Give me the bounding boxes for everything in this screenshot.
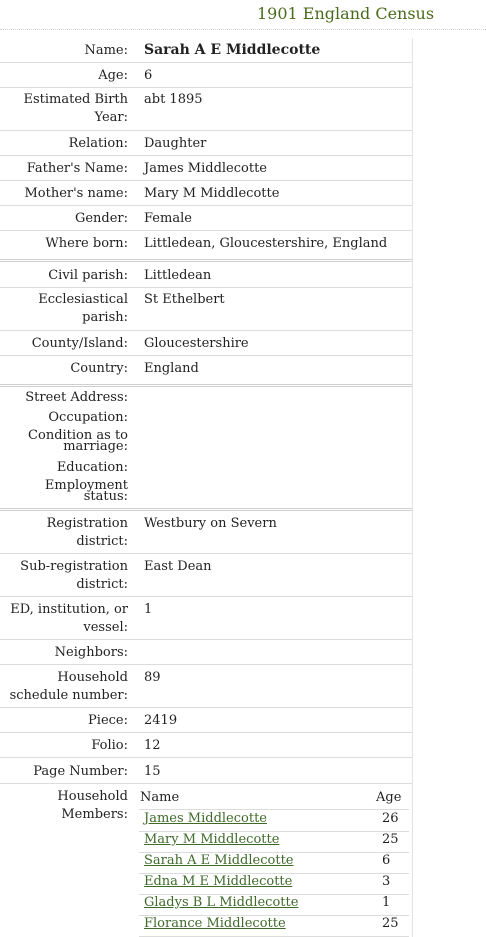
household-name-header: Name [140, 790, 180, 805]
household-member-link[interactable]: James Middlecotte [144, 811, 267, 826]
sub-registration-row [0, 554, 412, 597]
birth-year-label: Estimated Birth Year: [23, 92, 128, 125]
folio-row [0, 733, 412, 758]
household-member-age: 26 [382, 811, 399, 826]
sub-registration-value: East Dean [144, 559, 212, 574]
table-right-border [412, 38, 413, 937]
household-member-age: 25 [382, 916, 399, 931]
page-number-row [0, 758, 412, 784]
household-table-header [139, 789, 409, 810]
piece-value: 2419 [144, 713, 178, 728]
relation-label: Relation: [68, 136, 128, 151]
ecclesiastical-parish-row [0, 288, 412, 331]
ed-label: ED, institution, or vessel: [10, 602, 128, 635]
household-member-link[interactable]: Mary M Middlecotte [144, 832, 280, 847]
name-row [0, 38, 412, 63]
relation-value: Daughter [144, 136, 207, 151]
gender-row [0, 206, 412, 231]
details-block [0, 387, 412, 511]
age-label: Age: [98, 68, 128, 83]
mother-label: Mother's name: [24, 186, 128, 201]
father-label: Father's Name: [26, 161, 128, 176]
ed-value: 1 [144, 602, 153, 617]
household-member-link[interactable]: Florance Middlecotte [144, 916, 286, 931]
household-member-row [139, 873, 409, 895]
age-row [0, 63, 412, 88]
county-label: County/Island: [31, 336, 128, 351]
birthplace-label: Where born: [45, 236, 128, 251]
household-age-header: Age [376, 790, 402, 805]
household-member-row [139, 915, 409, 937]
neighbors-row [0, 640, 412, 665]
name-value: Sarah A E Middlecotte [144, 42, 321, 58]
schedule-value: 89 [144, 670, 161, 685]
sub-registration-label: Sub-registration district: [20, 559, 128, 592]
household-member-row [139, 894, 409, 916]
household-member-age: 1 [382, 895, 391, 910]
registration-district-label: Registration district: [46, 516, 128, 549]
country-label: Country: [70, 361, 128, 376]
civil-parish-value: Littledean [144, 268, 212, 283]
gender-label: Gender: [74, 211, 128, 226]
relation-row [0, 131, 412, 156]
birthplace-row [0, 231, 412, 262]
county-value: Gloucestershire [144, 336, 249, 351]
household-member-link[interactable]: Sarah A E Middlecotte [144, 853, 294, 868]
education-label: Education: [56, 460, 128, 475]
country-value: England [144, 361, 199, 376]
household-member-age: 25 [382, 832, 399, 847]
employment-status-label: Employment status: [44, 478, 128, 504]
county-row [0, 331, 412, 356]
ecclesiastical-parish-value: St Ethelbert [144, 292, 225, 307]
household-member-row [139, 852, 409, 874]
registration-district-value: Westbury on Severn [144, 516, 277, 531]
folio-label: Folio: [91, 738, 128, 753]
schedule-label: Household schedule number: [9, 670, 128, 703]
household-member-row [139, 810, 409, 832]
birth-year-value: abt 1895 [144, 92, 203, 107]
gender-value: Female [144, 211, 192, 226]
ecclesiastical-parish-label: Ecclesiastical parish: [38, 292, 128, 325]
ed-row [0, 597, 412, 640]
registration-district-row [0, 511, 412, 554]
civil-parish-label: Civil parish: [48, 268, 128, 283]
occupation-label: Occupation: [48, 410, 128, 425]
age-value: 6 [144, 68, 153, 83]
household-member-link[interactable]: Gladys B L Middlecotte [144, 895, 299, 910]
country-row [0, 356, 412, 387]
household-member-age: 6 [382, 853, 391, 868]
civil-parish-row [0, 262, 412, 288]
schedule-row [0, 665, 412, 708]
household-label: Household Members: [57, 789, 128, 822]
mother-value: Mary M Middlecotte [144, 186, 280, 201]
birth-year-row [0, 88, 412, 131]
father-value: James Middlecotte [144, 161, 267, 176]
household-member-link[interactable]: Edna M E Middlecotte [144, 874, 293, 889]
birthplace-value: Littledean, Gloucestershire, England [144, 236, 388, 251]
page-title: 1901 England Census [257, 4, 435, 23]
neighbors-label: Neighbors: [54, 645, 128, 660]
piece-label: Piece: [88, 713, 128, 728]
mother-row [0, 181, 412, 206]
father-row [0, 156, 412, 181]
marriage-condition-label: Condition as to marriage: [28, 428, 128, 454]
title-divider [0, 29, 486, 30]
folio-value: 12 [144, 738, 161, 753]
name-label: Name: [84, 43, 128, 58]
piece-row [0, 708, 412, 733]
page-number-label: Page Number: [33, 764, 128, 779]
street-address-label: Street Address: [25, 390, 128, 405]
household-member-age: 3 [382, 874, 391, 889]
household-member-row [139, 831, 409, 853]
page-number-value: 15 [144, 764, 161, 779]
